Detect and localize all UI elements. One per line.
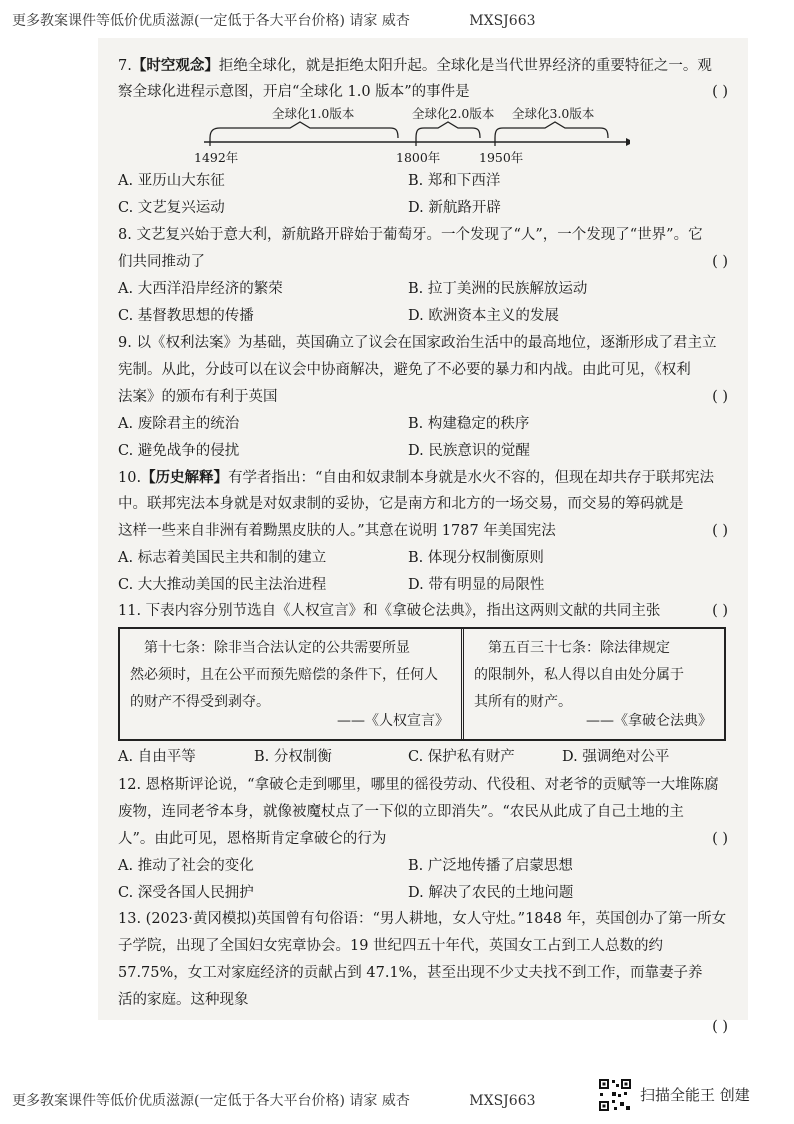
qr-code-icon: [598, 1078, 632, 1112]
q9-option-d[interactable]: D. 民族意识的觉醒: [408, 443, 530, 459]
timeline-year-1950: 1950年: [479, 150, 524, 165]
answer-paren: ( ): [712, 1019, 728, 1035]
footer-text: 更多教案课件等低价优质滋源(一定低于各大平台价格) 请家 威杏: [12, 1093, 410, 1109]
scanner-watermark: 扫描全能王 创建: [640, 1086, 750, 1104]
q12-option-d[interactable]: D. 解决了农民的土地问题: [408, 885, 574, 901]
brace-3: [495, 122, 608, 138]
q11-option-b[interactable]: B. 分权制衡: [254, 749, 332, 765]
timeline-year-1800: 1800年: [396, 150, 441, 165]
q12-option-b[interactable]: B. 广泛地传播了启蒙思想: [408, 858, 573, 874]
q10-option-b[interactable]: B. 体现分权制衡原则: [408, 550, 544, 566]
q7-option-d[interactable]: D. 新航路开辟: [408, 200, 501, 216]
q7-tag: 【时空观念】: [131, 57, 219, 74]
answer-paren: ( ): [712, 389, 728, 405]
timeline-year-1492: 1492年: [194, 150, 239, 165]
timeline-arrow: [626, 138, 630, 146]
table-cell-human-rights: 第十七条：除非当合法认定的公共需要所显 然必须时，且在公平而预先赔偿的条件下，任何人 的财产不得受到剥夺。 ——《人权宣言》: [120, 629, 464, 739]
q7-option-b[interactable]: B. 郑和下西洋: [408, 173, 501, 189]
answer-paren: ( ): [712, 84, 728, 100]
header-code: MXSJ663: [469, 13, 536, 29]
q11-option-a[interactable]: A. 自由平等: [118, 749, 196, 765]
brace-1: [210, 122, 398, 138]
question-8: 8. 文艺复兴始于意大利，新航路开辟始于葡萄牙。一个发现了“人”，一个发现了“世界”。它 们共同推动了 ( ) A. 大西洋沿岸经济的繁荣 B. 拉丁美洲的民族解放运动 C. 基督教思想的传播 D. 欧洲资本主义的发展: [118, 222, 728, 330]
q9-option-b[interactable]: B. 构建稳定的秩序: [408, 416, 530, 432]
timeline-label-v3: 全球化3.0版本: [512, 106, 595, 121]
q8-option-c[interactable]: C. 基督教思想的传播: [118, 308, 254, 324]
q7-line-2: 察全球化进程示意图，开启“全球化 1.0 版本”的事件是 ( ): [118, 79, 728, 106]
question-7: [118, 52, 728, 106]
q7-option-c[interactable]: C. 文艺复兴运动: [118, 200, 225, 216]
q11-option-d[interactable]: D. 强调绝对公平: [562, 749, 670, 765]
q10-option-d[interactable]: D. 带有明显的局限性: [408, 577, 545, 593]
q8-option-b[interactable]: B. 拉丁美洲的民族解放运动: [408, 281, 588, 297]
q7-option-a[interactable]: A. 亚历山大东征: [118, 173, 225, 189]
footer-code: MXSJ663: [469, 1093, 536, 1109]
brace-2: [416, 122, 480, 138]
answer-paren: ( ): [712, 831, 728, 847]
q7-options: [118, 168, 728, 222]
source-table: [118, 627, 726, 741]
table-cell-napoleonic-code: 第五百三十七条：除法律规定 的限制外，私人得以自由处分属于 其所有的财产。 ——《拿破仑法典》: [464, 629, 724, 739]
globalization-timeline: [190, 104, 630, 166]
source-citation: ——《人权宣言》: [337, 713, 449, 729]
q8-option-a[interactable]: A. 大西洋沿岸经济的繁荣: [118, 281, 283, 297]
timeline-label-v2: 全球化2.0版本: [412, 106, 495, 121]
question-9: 9. 以《权利法案》为基础，英国确立了议会在国家政治生活中的最高地位，逐渐形成了君主立 宪制。从此，分歧可以在议会中协商解决，避免了不必要的暴力和内战。由此可见，《权利 法案》的颁布有利于英国 ( ) A. 废除君主的统治 B. 构建稳定的秩序 C. 避免战争的侵扰 D. 民族意识的觉醒: [118, 330, 728, 465]
q10-option-c[interactable]: C. 大大推动美国的民主法治进程: [118, 577, 327, 593]
question-12: 12. 恩格斯评论说，“拿破仑走到哪里，哪里的徭役劳动、代役租、对老爷的贡赋等一大堆陈腐 废物，连同老爷本身，就像被魔杖点了一下似的立即消失”。“农民从此成了自己土地的主 人”。由此可见，恩格斯肯定拿破仑的行为 ( ) A. 推动了社会的变化 B. 广泛地传播了启蒙思想 C. 深受各国人民拥护 D. 解决了农民的土地问题: [118, 772, 728, 907]
q12-option-c[interactable]: C. 深受各国人民拥护: [118, 885, 254, 901]
q10-option-a[interactable]: A. 标志着美国民主共和制的建立: [118, 550, 327, 566]
page-header: [12, 10, 536, 30]
q8-option-d[interactable]: D. 欧洲资本主义的发展: [408, 308, 559, 324]
question-10: 10.【历史解释】有学者指出：“自由和奴隶制本身就是水火不容的，但现在却共存于联邦宪法 中。联邦宪法本身就是对奴隶制的妥协，它是南方和北方的一场交易，而交易的筹码就是 这样一些来自非洲有着黝黑皮肤的人。”其意在说明 1787 年美国宪法 ( ) A. 标志着美国民主共和制的建立 B. 体现分权制衡原则 C. 大大推动美国的民主法治进程 D. 带有明显的局限性: [118, 464, 728, 599]
question-11: 11. 下表内容分别节选自《人权宣言》和《拿破仑法典》，指出这两则文献的共同主张 ( ): [118, 598, 728, 625]
q7-line-1: 7.【时空观念】拒绝全球化，就是拒绝太阳升起。全球化是当代世界经济的重要特征之一。观: [118, 57, 712, 74]
q12-option-a[interactable]: A. 推动了社会的变化: [118, 858, 254, 874]
header-text: 更多教案课件等低价优质滋源(一定低于各大平台价格) 请家 威杏: [12, 13, 410, 29]
q11-options: [118, 744, 728, 771]
q11-option-c[interactable]: C. 保护私有财产: [408, 749, 515, 765]
page-footer: [12, 1090, 536, 1110]
q10-tag: 【历史解释】: [141, 469, 229, 486]
q9-option-c[interactable]: C. 避免战争的侵扰: [118, 443, 240, 459]
source-citation: ——《拿破仑法典》: [586, 713, 712, 729]
q9-option-a[interactable]: A. 废除君主的统治: [118, 416, 240, 432]
answer-paren: ( ): [712, 254, 728, 270]
question-13: 13. (2023·黄冈模拟)英国曾有句俗语：“男人耕地，女人守灶。”1848 年，英国创办了第一所女 子学院，出现了全国妇女宪章协会。19 世纪四五十年代，英国女工占到工人总数的约 57.75%，女工对家庭经济的贡献占到 47.1%，甚至出现不少丈夫找不到工作，而靠妻子养 活的家庭。这种现象 ( ): [118, 906, 728, 1041]
answer-paren: ( ): [712, 603, 728, 619]
answer-paren: ( ): [712, 523, 728, 539]
timeline-label-v1: 全球化1.0版本: [272, 106, 355, 121]
